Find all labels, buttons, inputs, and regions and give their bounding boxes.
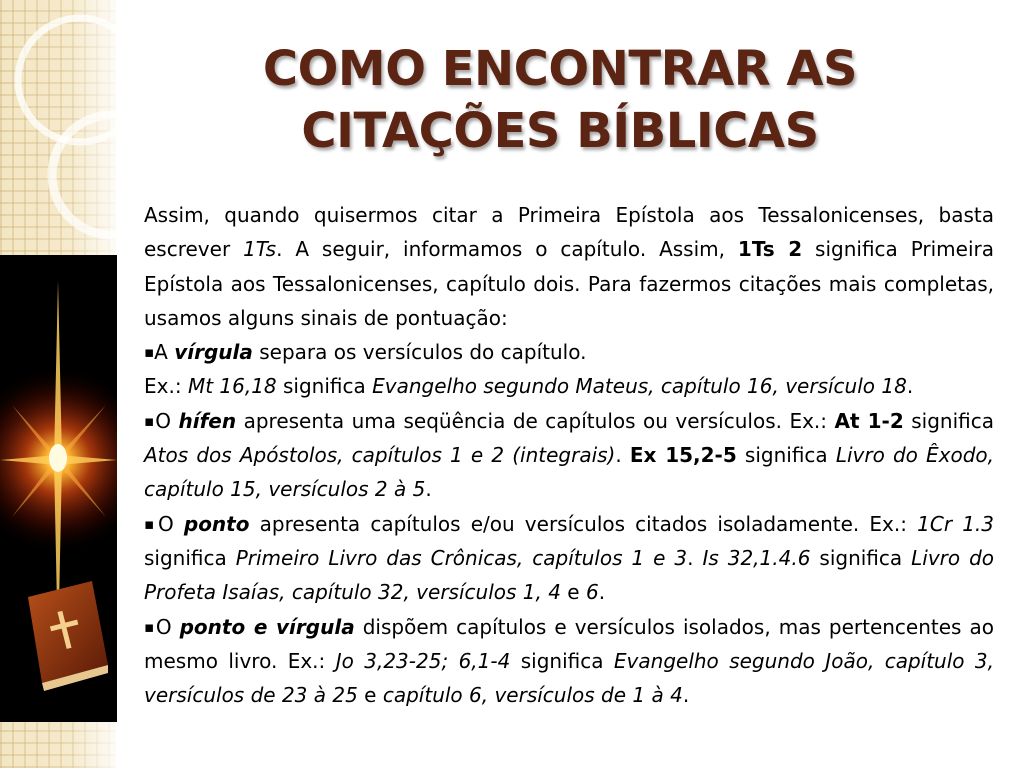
example-end: .: [682, 683, 690, 708]
bullet-text-2: apresenta capítulos e/ou versículos citados isoladamente. Ex.:: [249, 511, 918, 536]
example-text-3: significa: [810, 545, 912, 570]
intro-text: Assim, quando quisermos citar a Primeira Epístola aos Tessalonicenses, basta escrever: [144, 203, 994, 262]
example-text: significa: [903, 408, 994, 433]
example-label: Ex.:: [144, 374, 188, 399]
example-ref: At 1-2: [834, 408, 904, 433]
example-ref-2: Is 32,1.4.6: [702, 545, 811, 570]
bullet-term: hífen: [178, 408, 237, 433]
bullet-ponto: [144, 507, 994, 610]
slide-title-line-2: CITAÇÕES BÍBLICAS: [301, 103, 819, 159]
bullet-term: ponto e vírgula: [179, 614, 355, 639]
example-text: significa: [276, 374, 373, 399]
slide-title: [160, 38, 960, 162]
example-ref: Jo 3,23-25; 6,1-4: [335, 648, 511, 673]
slide-title-line-1: COMO ENCONTRAR AS: [262, 41, 858, 97]
candle-bible-illustration: [0, 255, 117, 722]
bullet-text: O: [155, 408, 179, 433]
decorative-rings: [0, 0, 140, 260]
bullet-text: O: [155, 614, 180, 639]
slide-body: [144, 198, 994, 712]
bullet-icon: ▪: [144, 617, 156, 636]
example-ref: Mt 16,18: [187, 374, 277, 399]
example-end: .: [598, 580, 606, 605]
example-meaning: Evangelho segundo Mateus, capítulo 16, versículo 18: [372, 374, 907, 399]
example-text: significa: [510, 648, 614, 673]
bullet-icon: ▪: [144, 343, 155, 362]
example-text-2: .: [687, 545, 703, 570]
example-meaning-2: Livro do Êxodo, capítulo 15, versículos 2 à 5: [144, 443, 995, 502]
example-text-4: e: [560, 580, 586, 605]
bullet-text-2: separa os versículos do capítulo.: [252, 340, 587, 365]
example-end: .: [425, 477, 432, 502]
intro-abbr: 1Ts: [243, 237, 277, 262]
example-text-2: e: [357, 683, 383, 708]
example-meaning-2: Livro do Profeta Isaías, capítulo 32, versículos 1, 4: [144, 545, 995, 605]
bullet-text: O: [157, 511, 184, 536]
example-meaning-3: 6: [585, 580, 599, 605]
bullet-hifen: [144, 404, 994, 507]
example-meaning-2: capítulo 6, versículos de 1 à 4: [382, 683, 683, 708]
intro-text-3: significa Primeira Epístola aos Tessalonicenses, capítulo dois. Para fazermos citações mais completas, usamos alguns sinais de pontuação:: [144, 237, 995, 330]
bullet-text-2: dispõem capítulos e versículos isolados, mas pertencentes ao mesmo livro. Ex.:: [144, 614, 994, 673]
example-meaning: Atos dos Apóstolos, capítulos 1 e 2 (integrais): [144, 443, 616, 468]
bullet-text: A: [154, 340, 175, 365]
example-text-2: .: [615, 443, 630, 468]
bullet-text-2: apresenta uma seqüência de capítulos ou versículos. Ex.:: [236, 408, 835, 433]
bullet-icon: ▪: [144, 514, 158, 533]
candle-bible-photo: [0, 255, 117, 722]
bullet-term: vírgula: [174, 340, 253, 365]
example-virgula: [144, 369, 994, 403]
example-end: .: [906, 374, 914, 399]
example-meaning: Evangelho segundo João, capítulo 3, versículos de 23 à 25: [144, 648, 995, 708]
example-ref: 1Cr 1.3: [917, 511, 995, 536]
example-meaning: Primeiro Livro das Crônicas, capítulos 1 e 3: [235, 545, 688, 570]
intro-example: 1Ts 2: [737, 237, 803, 262]
bullet-virgula: [144, 335, 994, 369]
candle-flame: [49, 444, 67, 472]
bullet-ponto-e-virgula: [144, 610, 994, 713]
intro-paragraph: [144, 198, 994, 335]
example-text-3: significa: [736, 443, 836, 468]
bullet-term: ponto: [183, 511, 250, 536]
bullet-icon: ▪: [144, 411, 156, 430]
example-text: significa: [144, 545, 236, 570]
example-ref-2: Ex 15,2-5: [629, 443, 737, 468]
intro-text-2: . A seguir, informamos o capítulo. Assim,: [276, 237, 738, 262]
